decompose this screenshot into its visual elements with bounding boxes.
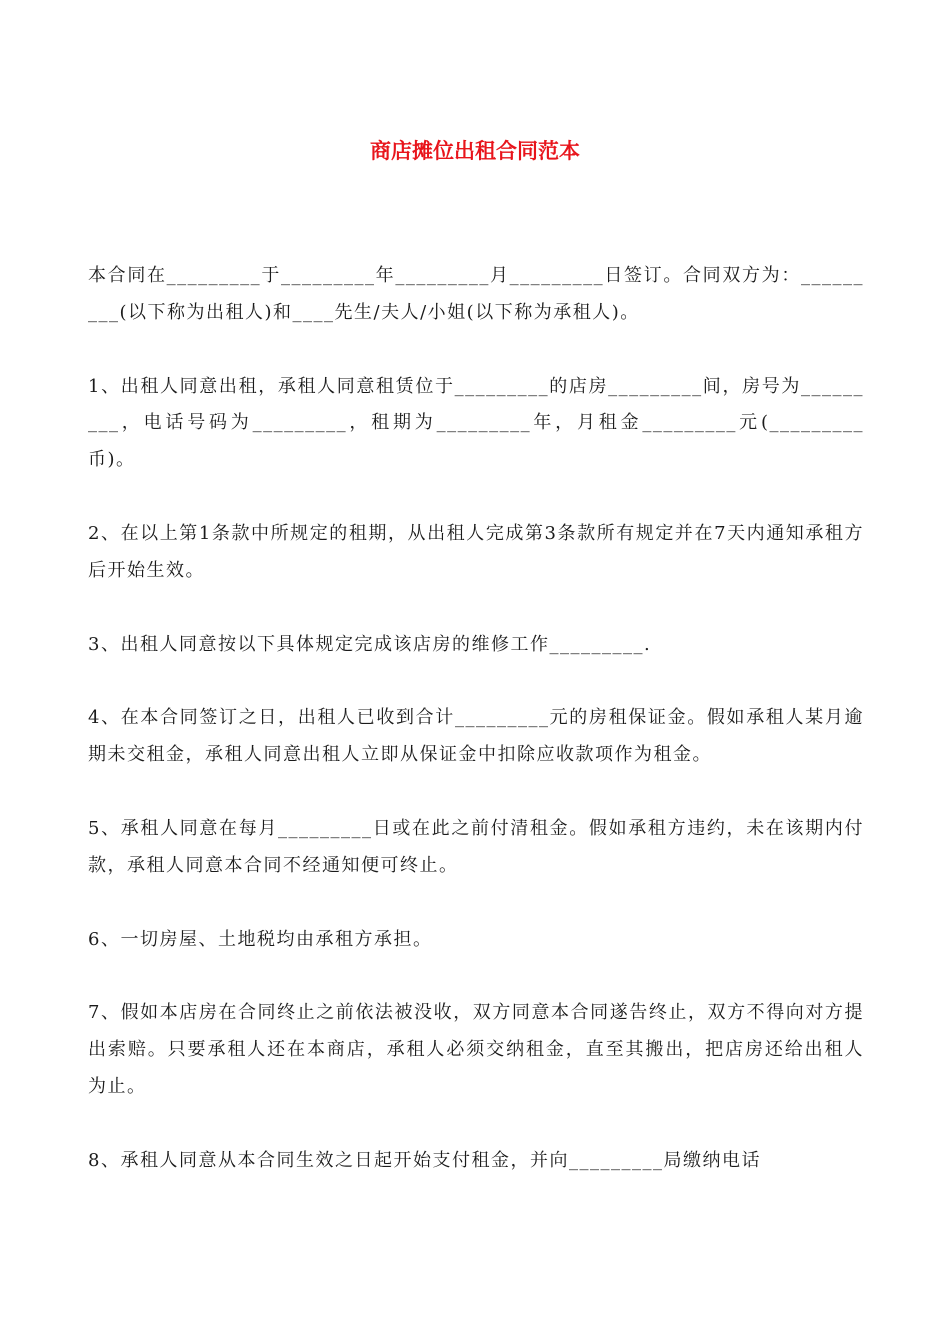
document-title: 商店摊位出租合同范本: [370, 139, 580, 163]
paragraph-clause-8: 8、承租人同意从本合同生效之日起开始支付租金，并向_________局缴纳电话: [88, 1149, 761, 1171]
paragraph-clause-2: 2、在以上第1条款中所规定的租期，从出租人完成第3条款所有规定并在7天内通知承租方后开始生效。: [88, 522, 864, 581]
paragraph-clause-1: 1、出租人同意出租，承租人同意租赁位于_________的店房_________间，房号为_________，电话号码为_________，租期为_________年，月租金_________元(_________币)。: [88, 375, 864, 471]
document-body: [88, 258, 864, 1217]
paragraph-clause-4: 4、在本合同签订之日，出租人已收到合计_________元的房租保证金。假如承租人某月逾期未交租金，承租人同意出租人立即从保证金中扣除应收款项作为租金。: [88, 707, 864, 766]
paragraph-clause-3: 3、出租人同意按以下具体规定完成该店房的维修工作_________.: [88, 633, 652, 655]
paragraph-clause-6: 6、一切房屋、土地税均由承租方承担。: [88, 928, 433, 950]
paragraph-clause-5: 5、承租人同意在每月_________日或在此之前付清租金。假如承租方违约，未在该期内付款，承租人同意本合同不经通知便可终止。: [88, 817, 864, 876]
paragraph-clause-7: 7、假如本店房在合同终止之前依法被没收，双方同意本合同遂告终止，双方不得向对方提出索赔。只要承租人还在本商店，承租人必须交纳租金，直至其搬出，把店房还给出租人为止。: [88, 1002, 864, 1097]
paragraph-preamble: 本合同在_________于_________年_________月_________日签订。合同双方为：_________(以下称为出租人)和____先生/夫人/小姐(以下称为承租人)。: [88, 265, 864, 323]
